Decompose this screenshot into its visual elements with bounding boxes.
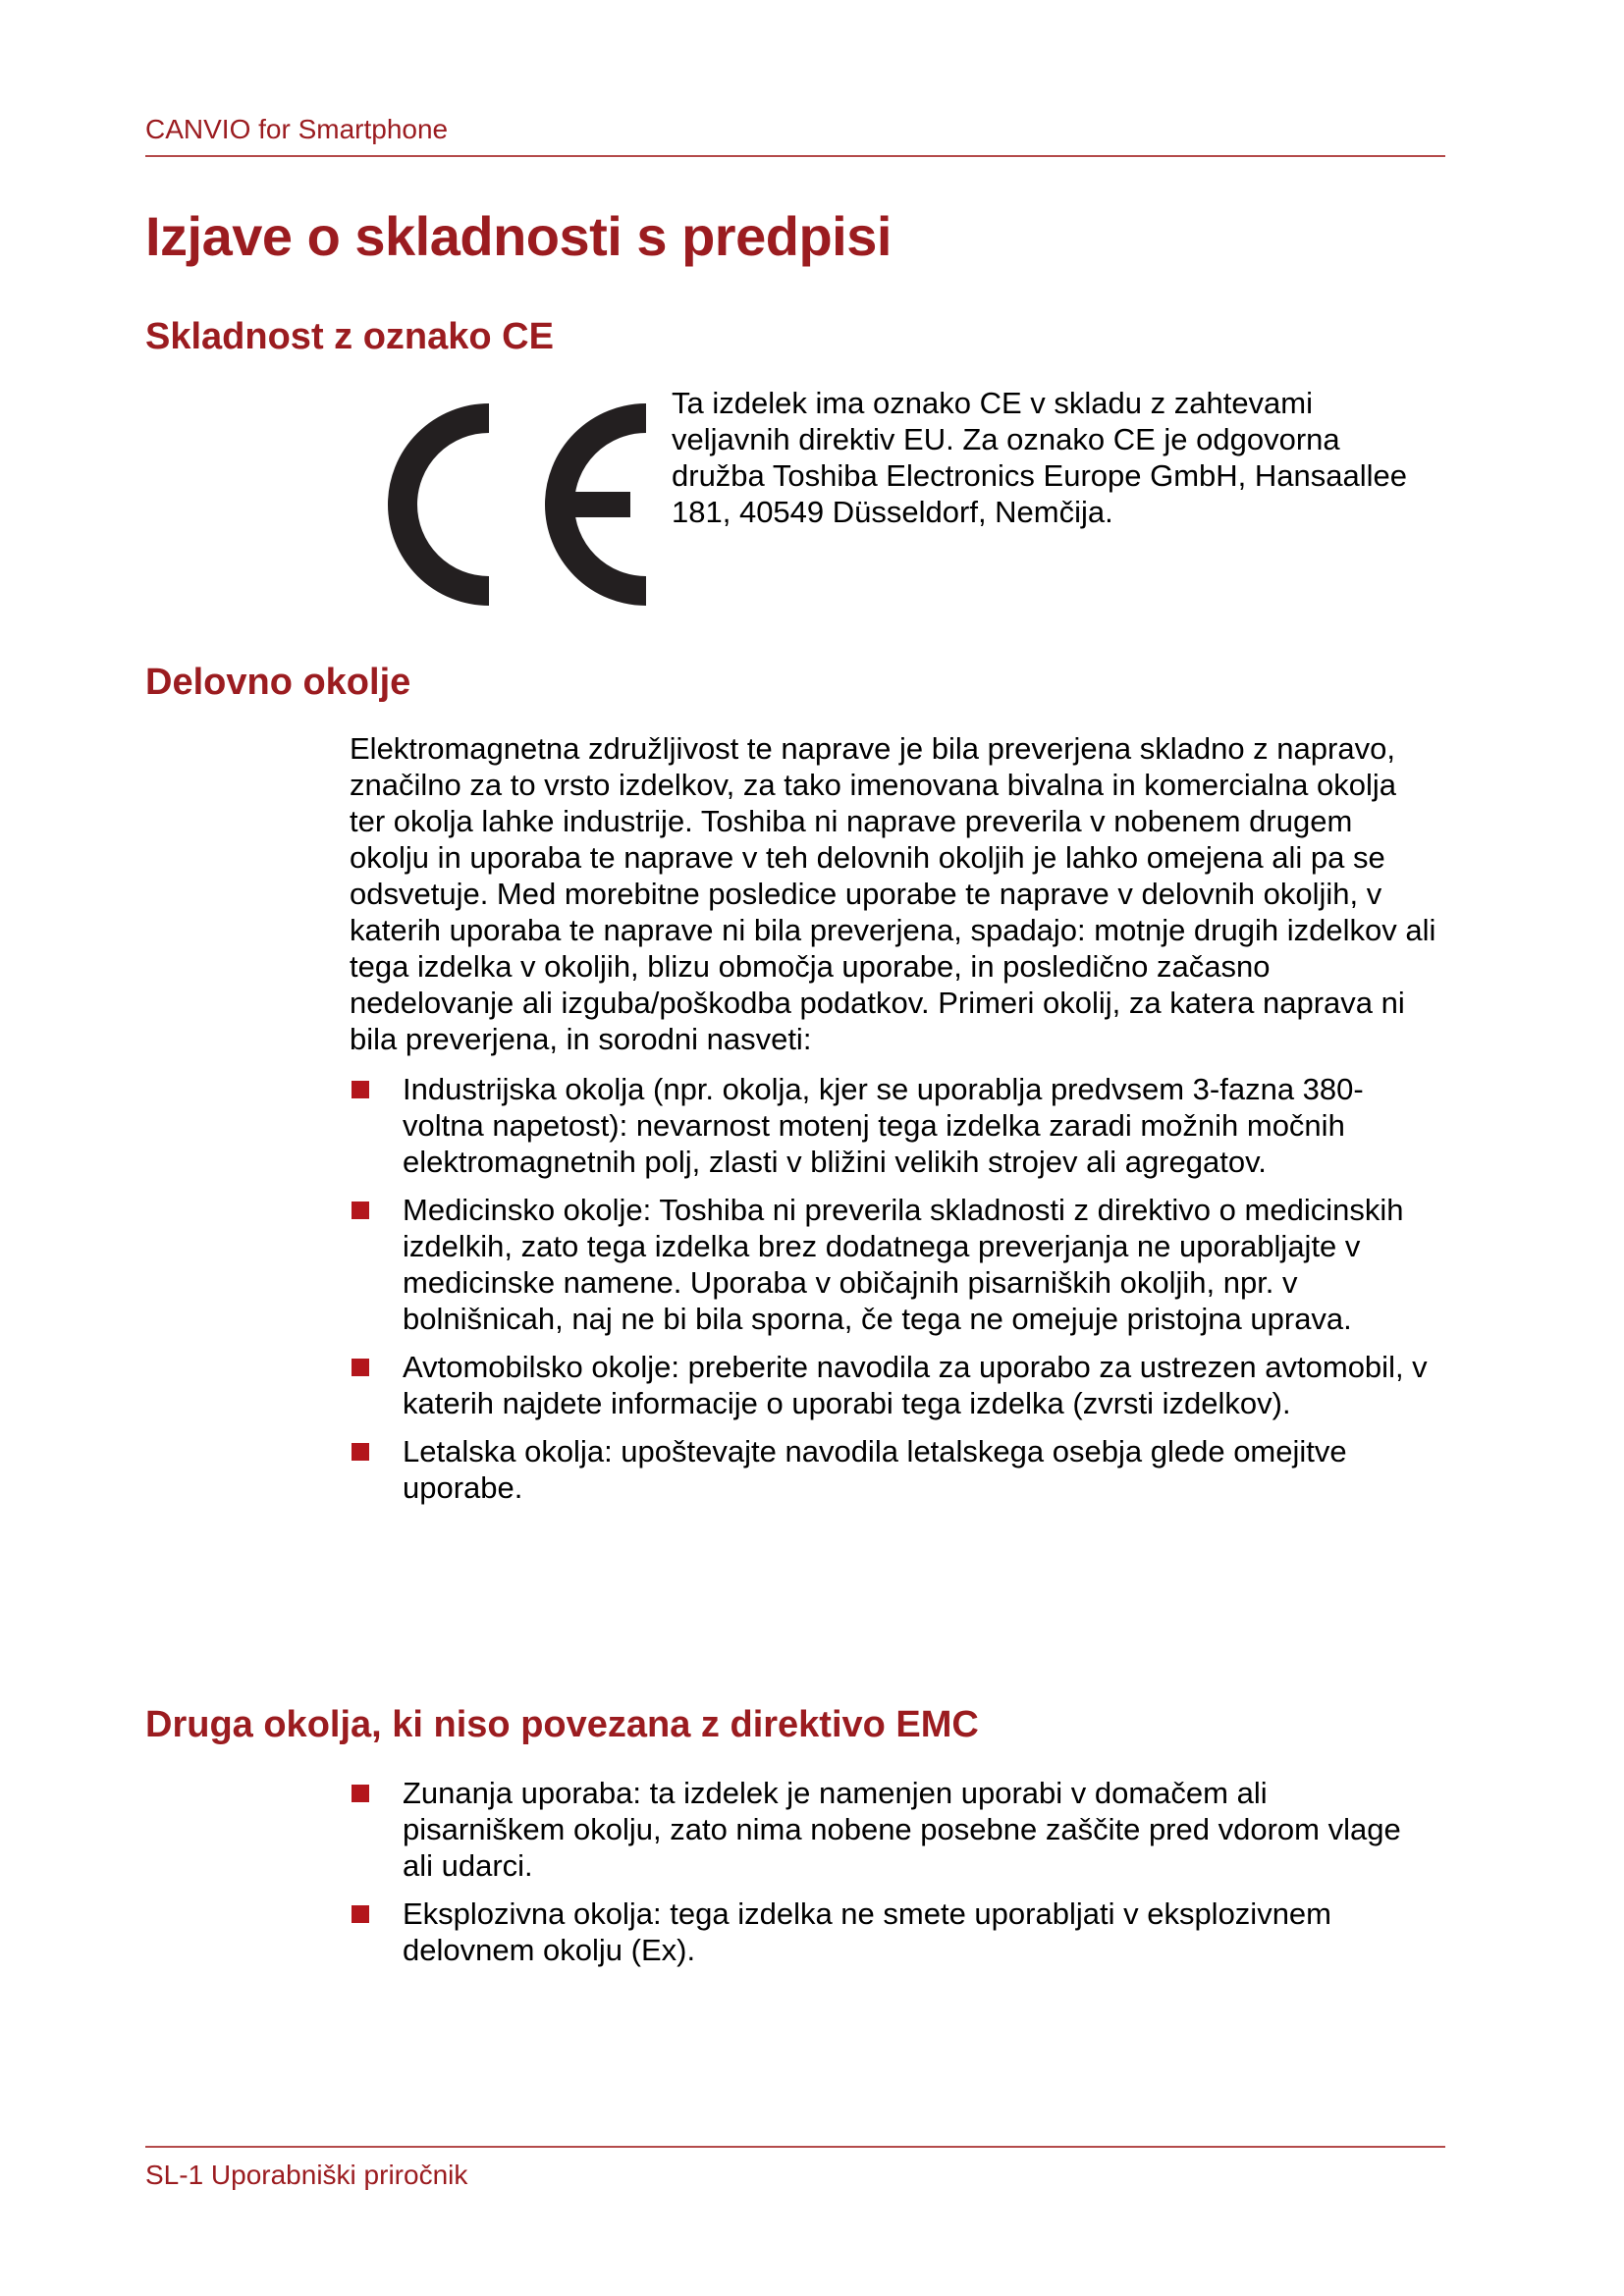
page-title: Izjave o skladnosti s predpisi [145, 205, 892, 267]
other-env-body [350, 1775, 1437, 1980]
work-env-body [350, 730, 1437, 1518]
list-item: Medicinsko okolje: Toshiba ni preverila skladnosti z direktivo o medicinskih izdelkih, zato tega izdelka brez dodatnega preverjanja ne uporabljajte v medicinske namene. Uporaba v običajnih pisarniških okoljih, npr. v bolnišnicah, naj ne bi bila sporna, če tega ne omejuje pristojna uprava. [350, 1192, 1437, 1337]
other-env-list [350, 1775, 1437, 1968]
list-item: Avtomobilsko okolje: preberite navodila za uporabo za ustrezen avtomobil, v katerih najdete informacije o uporabi tega izdelka (zvrsti izdelkov). [350, 1349, 1437, 1421]
ce-mark-logo [352, 397, 654, 613]
footer-divider [145, 2146, 1445, 2148]
square-bullet-icon [352, 1443, 369, 1461]
square-bullet-icon [352, 1201, 369, 1219]
other-env-heading: Druga okolja, ki niso povezana z direktivo EMC [145, 1704, 979, 1745]
ce-mark-c-icon [403, 418, 489, 591]
header-divider [145, 155, 1445, 157]
work-env-paragraph: Elektromagnetna združljivost te naprave je bila preverjena skladno z napravo, značilno za to vrsto izdelkov, za tako imenovana bivalna in komercialna okolja ter okolja lahke industrije. Toshiba ni naprave preverila v nobenem drugem okolju in uporaba te naprave v teh delovnih okoljih je lahko omejena ali pa se odsvetuje. Med morebitne posledice uporabe te naprave v delovnih okoljih, v katerih uporaba te naprave ni bila preverjena, spadajo: motnje drugih izdelkov ali tega izdelka v okoljih, blizu območja uporabe, in posledično začasno nedelovanje ali izguba/poškodba podatkov. Primeri okolij, za katera naprava ni bila preverjena, in sorodni nasveti: [350, 731, 1436, 1056]
square-bullet-icon [352, 1359, 369, 1376]
square-bullet-icon [352, 1081, 369, 1098]
square-bullet-icon [352, 1785, 369, 1802]
running-header: CANVIO for Smartphone [145, 114, 449, 144]
list-item: Zunanja uporaba: ta izdelek je namenjen uporabi v domačem ali pisarniškem okolju, zato nima nobene posebne zaščite pred vdorom vlage ali udarci. [350, 1775, 1437, 1884]
work-env-heading: Delovno okolje [145, 662, 411, 703]
page-footer: SL-1 Uporabniški priročnik [145, 2160, 468, 2190]
list-item: Industrijska okolja (npr. okolja, kjer se uporablja predvsem 3-fazna 380-voltna napetost): nevarnost motenj tega izdelka zaradi možnih močnih elektromagnetnih polj, zlasti v bližini velikih strojev ali agregatov. [350, 1071, 1437, 1180]
list-item: Eksplozivna okolja: tega izdelka ne smete uporabljati v eksplozivnem delovnem okolju (Ex). [350, 1896, 1437, 1968]
ce-paragraph: Ta izdelek ima oznako CE v skladu z zahtevami veljavnih direktiv EU. Za oznako CE je odgovorna družba Toshiba Electronics Europe GmbH, Hansaallee 181, 40549 Düsseldorf, Nemčija. [672, 386, 1407, 529]
list-item: Letalska okolja: upoštevajte navodila letalskega osebja glede omejitve uporabe. [350, 1433, 1437, 1506]
ce-section-heading: Skladnost z oznako CE [145, 316, 554, 357]
square-bullet-icon [352, 1905, 369, 1923]
work-env-list [350, 1071, 1437, 1506]
